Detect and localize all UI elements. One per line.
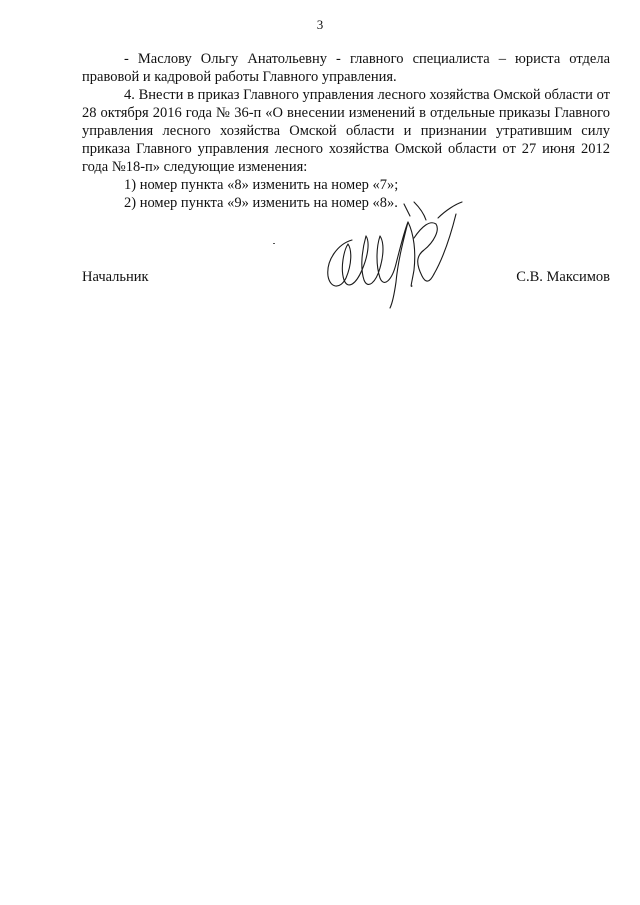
paragraph-appointment: - Маслову Ольгу Анатольевну - главного специалиста – юриста отдела правовой и кадровой работы Главного управления. xyxy=(82,51,610,85)
document-body xyxy=(82,50,610,212)
list-item: 2) номер пункта «9» изменить на номер «8». xyxy=(124,195,398,211)
position-title: Начальник xyxy=(82,269,149,285)
paragraph-amendment: 4. Внести в приказ Главного управления лесного хозяйства Омской области от 28 октября 2016 года № 36-п «О внесении изменений в отдельные приказы Главного управления лесного хозяйства Омской области и признании утратившим силу приказа Главного управления лесного хозяйства Омской области от 27 июня 2012 года №18-п» следующие изменения: xyxy=(82,87,610,175)
list-item: 1) номер пункта «8» изменить на номер «7»; xyxy=(124,177,399,193)
handwritten-signature xyxy=(318,198,468,310)
signer-name: С.В. Максимов xyxy=(516,269,610,285)
page-number: 3 xyxy=(316,17,324,32)
ink-speck xyxy=(273,243,275,244)
